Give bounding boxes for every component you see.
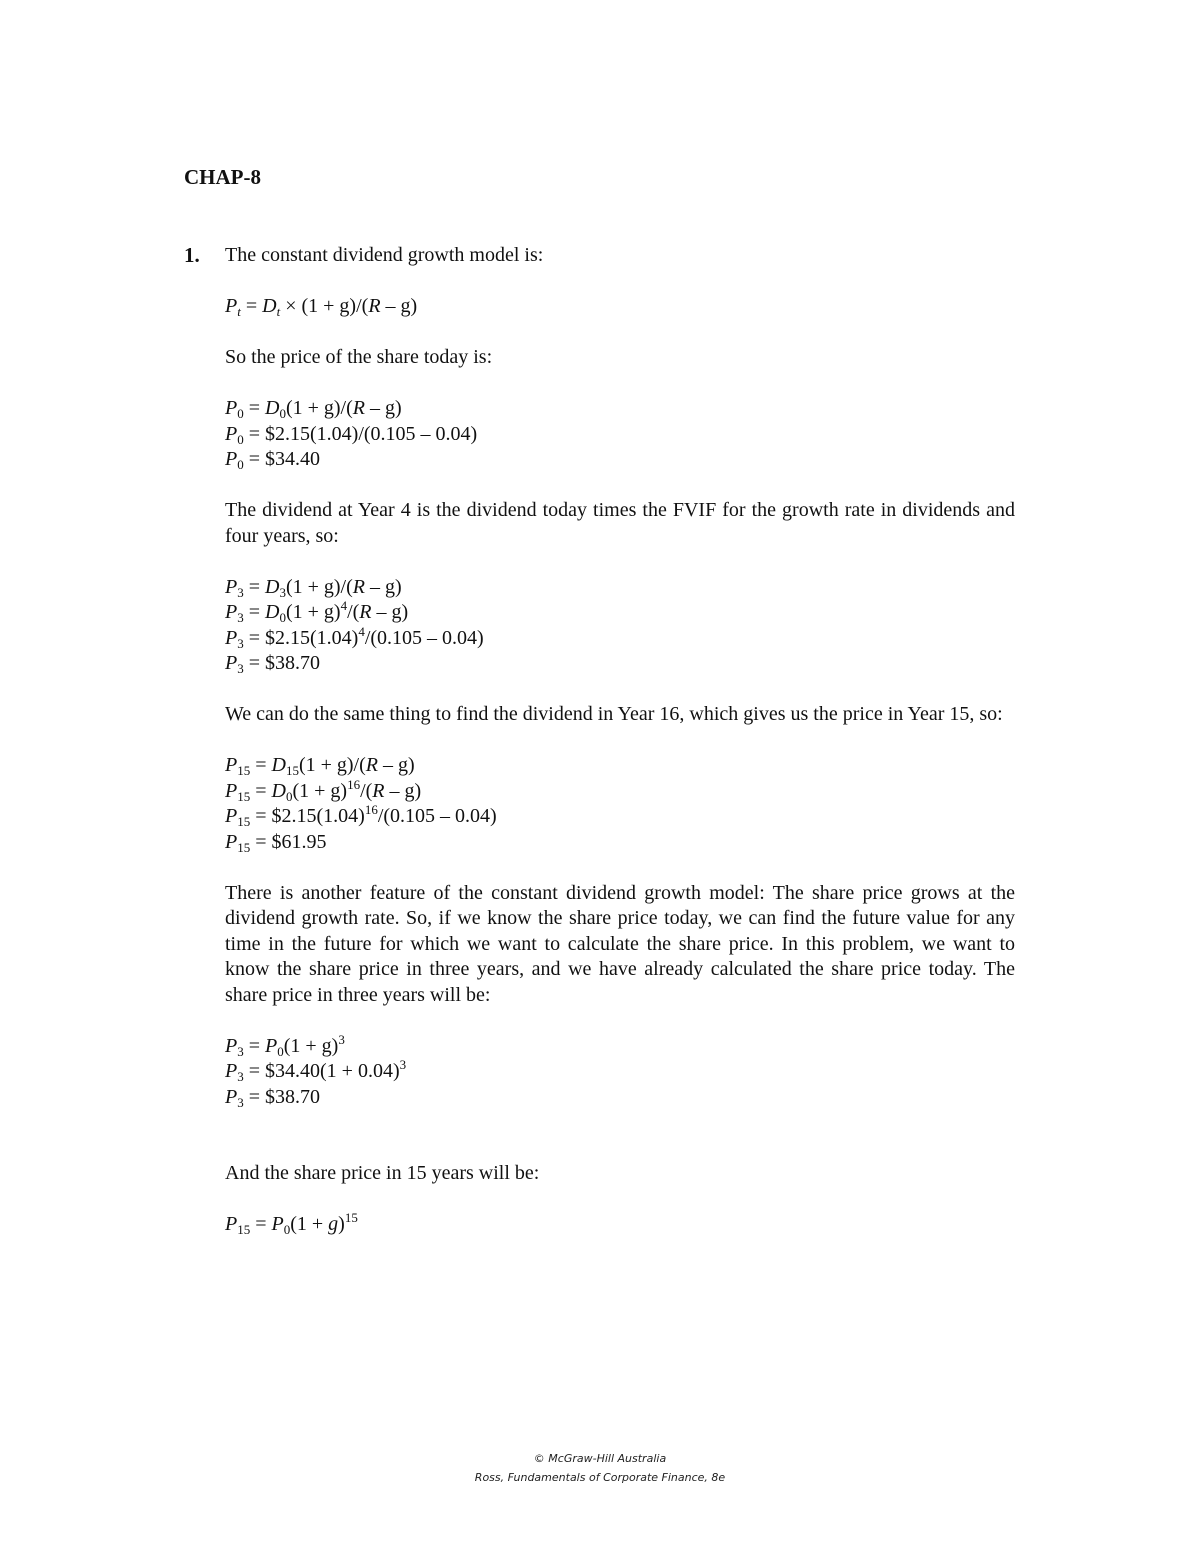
equation-p3-result: $P_3$ = $38.70 (225, 652, 320, 676)
chapter-heading: CHAP-8 (184, 165, 261, 189)
year4-text: The dividend at Year 4 is the dividend today times the FVIF for the growth rate in dividends and four years, so: (225, 499, 1015, 547)
equation-p15-growth: $P_{15} = D_0(1 + g)^{16}/(R - g)$ (225, 776, 422, 804)
feature-text: There is another feature of the constant dividend growth model: The share price grows at the dividend growth rate. So, if we know the share price today, we can find the future value for any time in the future for which we want to calculate the share price. In this problem, we want to know the share price in three years, and we have already calculated the share price today. The share price in three years will be: (225, 881, 1015, 1006)
equation-p3-from-p0: $P_3 = P_0(1 + g)^3$ (225, 1031, 345, 1059)
equation-p15-result: $P_{15}$ = $61.95 (225, 830, 327, 855)
footer-copyright: © McGraw-Hill Australia (533, 1452, 667, 1465)
equation-p3-from-p0-substitution: $P_3$ = $34.40(1 + 0.04)$^3$ (225, 1057, 407, 1084)
equation-p15-formula: $P_{15} = D_{15}(1 + g)/(R - g)$ (225, 754, 415, 778)
answer-body (225, 243, 1015, 1238)
equation-p0-formula: $P_0 = D_0(1 + g)/(R - g)$ (225, 397, 402, 421)
footer-book-title: Ross, Fundamentals of Corporate Finance, 8e (474, 1471, 726, 1484)
equation-model: $P_t = D_t \times (1 + g)/(R - g)$ (225, 295, 418, 319)
question-number: 1. (184, 243, 200, 267)
year16-text: We can do the same thing to find the dividend in Year 16, which gives us the price in Year 15, so: (225, 703, 1003, 725)
equation-p3-substitution: $P_3$ = $\$2.15(1.04)^4/(0.105 - 0.04)$ (225, 623, 484, 651)
intro-text: The constant dividend growth model is: (225, 244, 544, 266)
today-intro-text: So the price of the share today is: (225, 346, 493, 368)
equation-p3-growth: $P_3 = D_0(1 + g)^4/(R - g)$ (225, 598, 409, 625)
year15-text: And the share price in 15 years will be: (225, 1162, 540, 1184)
equation-p0-substitution: $P_0$ = $2.15(1.04)/(0.105 – 0.04) (225, 422, 478, 447)
equation-p0-result: $P_0$ = $34.40 (225, 448, 320, 472)
equation-p3-formula: $P_3 = D_3(1 + g)/(R - g)$ (225, 575, 402, 600)
equation-p3-from-p0-result: $P_3$ = $38.70 (225, 1085, 320, 1110)
equation-p15-substitution: $P_{15}$ = $\$2.15(1.04)^{16}/(0.105 - 0.04)$ (225, 802, 497, 829)
equation-p15-from-p0: $P_{15} = P_0(1 + g)^{15}$ (225, 1210, 358, 1237)
